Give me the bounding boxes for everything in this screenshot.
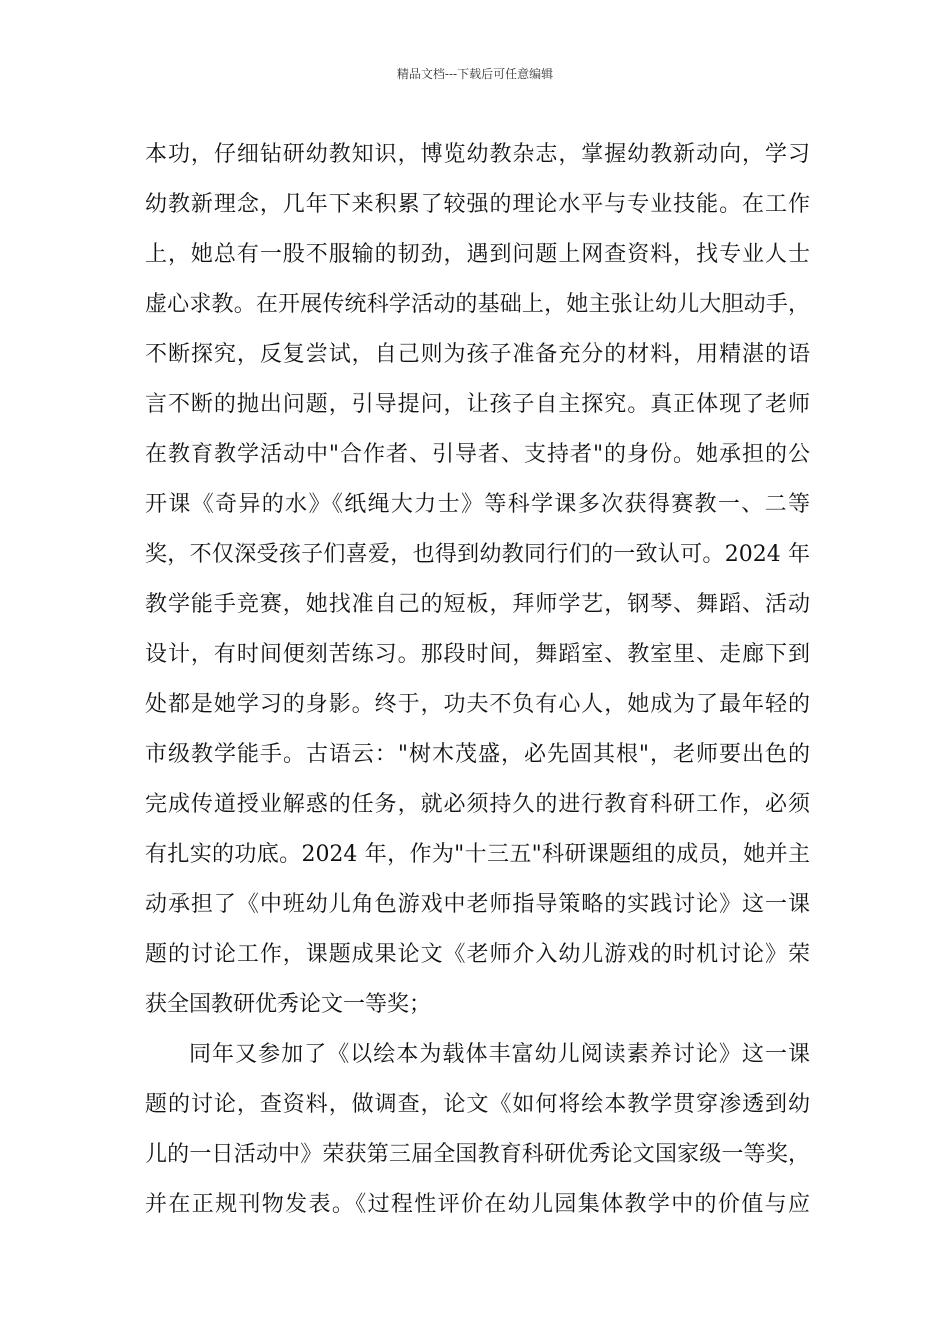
text-line: 动承担了《中班幼儿角色游戏中老师指导策略的实践讨论》这一课	[145, 892, 810, 917]
paragraph	[145, 1030, 810, 1230]
text-line: 幼教新理念，几年下来积累了较强的理论水平与专业技能。在工作	[145, 192, 810, 217]
text-line: 奖，不仅深受孩子们喜爱，也得到幼教同行们的一致认可。2024 年	[145, 542, 810, 567]
text-line: 同年又参加了《以绘本为载体丰富幼儿阅读素养讨论》这一课	[189, 1042, 810, 1067]
text-line: 完成传道授业解惑的任务，就必须持久的进行教育科研工作，必须	[145, 792, 810, 817]
text-line: 题的讨论工作，课题成果论文《老师介入幼儿游戏的时机讨论》荣	[145, 942, 810, 967]
text-line: 获全国教研优秀论文一等奖；	[145, 992, 432, 1017]
text-line: 题的讨论，查资料，做调查，论文《如何将绘本教学贯穿渗透到幼	[145, 1092, 810, 1117]
text-line: 教学能手竞赛，她找准自己的短板，拜师学艺，钢琴、舞蹈、活动	[145, 592, 810, 617]
page-header: 精品文档---下载后可任意编辑	[396, 67, 554, 81]
text-line: 本功，仔细钻研幼教知识，博览幼教杂志，掌握幼教新动向，学习	[145, 142, 810, 167]
text-line: 儿的一日活动中》荣获第三届全国教育科研优秀论文国家级一等奖，	[145, 1142, 810, 1167]
text-line: 言不断的抛出问题，引导提问，让孩子自主探究。真正体现了老师	[145, 392, 810, 417]
text-line: 在教育教学活动中"合作者、引导者、支持者"的身份。她承担的公	[145, 442, 810, 467]
text-line: 有扎实的功底。2024 年，作为"十三五"科研课题组的成员，她并主	[145, 842, 810, 867]
text-line: 不断探究，反复尝试，自己则为孩子准备充分的材料，用精湛的语	[145, 342, 810, 367]
text-line: 开课《奇异的水》《纸绳大力士》等科学课多次获得赛教一、二等	[145, 492, 810, 517]
text-line: 并在正规刊物发表。《过程性评价在幼儿园集体教学中的价值与应	[145, 1192, 810, 1217]
text-line: 设计，有时间便刻苦练习。那段时间，舞蹈室、教室里、走廊下到	[145, 642, 810, 667]
text-line: 上，她总有一股不服输的韧劲，遇到问题上网查资料，找专业人士	[145, 242, 810, 267]
text-line: 处都是她学习的身影。终于，功夫不负有心人，她成为了最年轻的	[145, 692, 810, 717]
document-body	[145, 130, 810, 1230]
paragraph	[145, 130, 810, 1030]
text-line: 虚心求教。在开展传统科学活动的基础上，她主张让幼儿大胆动手，	[145, 292, 810, 317]
text-line: 市级教学能手。古语云："树木茂盛，必先固其根"，老师要出色的	[145, 742, 810, 767]
